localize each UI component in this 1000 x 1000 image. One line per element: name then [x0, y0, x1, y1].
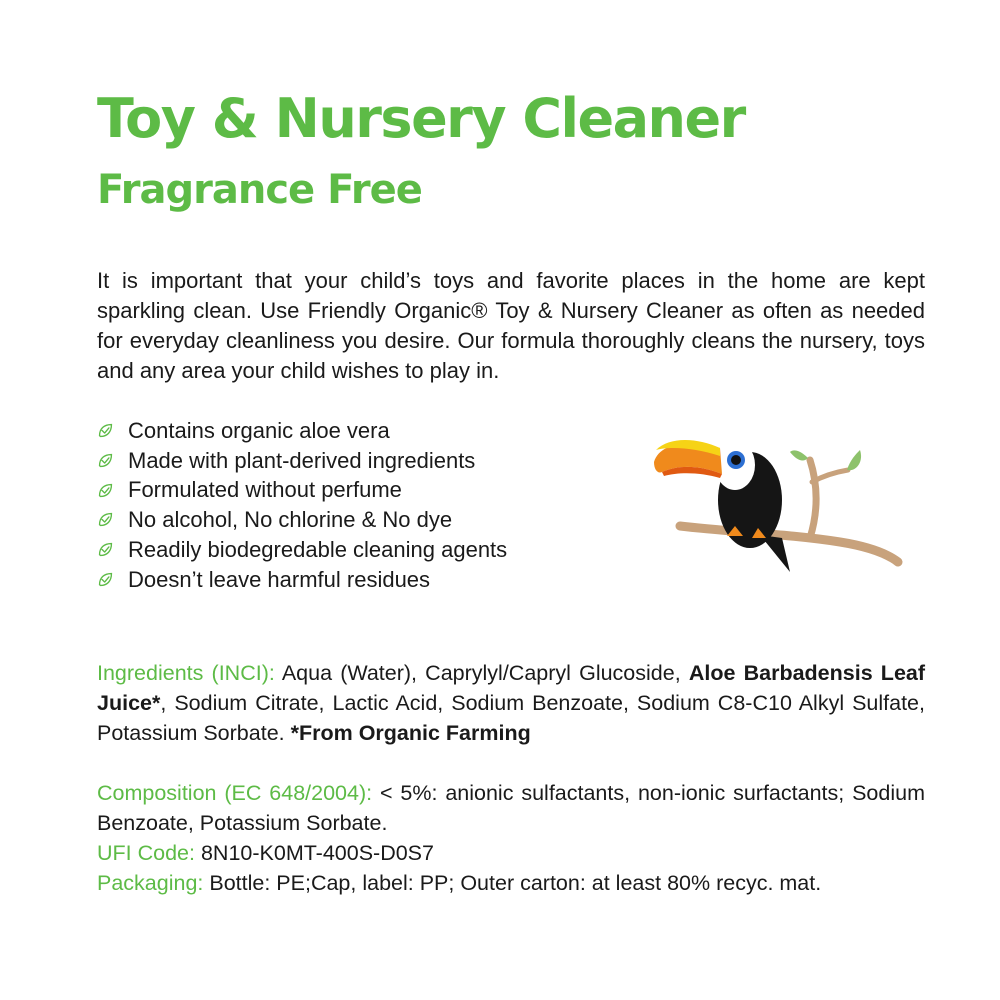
feature-item: [97, 565, 507, 595]
ingredients-text-continued: , Sodium Citrate, Lactic Acid, Sodium Benzoate, Sodium C8-C10 Alkyl Sulfate, Potassium Sorbate.: [97, 691, 925, 745]
feature-list: [97, 416, 507, 594]
organic-farming-note: *From Organic Farming: [290, 721, 531, 745]
product-title: Toy & Nursery Cleaner: [97, 87, 745, 150]
packaging-text: Bottle: PE;Cap, label: PP; Outer carton: at least 80% recyc. mat.: [203, 871, 822, 895]
feature-text: No alcohol, No chlorine & No dye: [128, 507, 453, 533]
feature-item: [97, 446, 507, 476]
packaging-label: Packaging:: [97, 871, 204, 895]
composition-text: < 5%: anionic sulfactants, non-ionic surfactants; Sodium Benzoate, Potassium Sorbate.: [97, 781, 925, 835]
ingredients-section: [97, 658, 925, 748]
ingredients-highlight: Aloe Barbadensis Leaf Juice*: [97, 661, 926, 715]
packaging-section: [97, 868, 925, 898]
feature-text: Made with plant-derived ingredients: [128, 447, 476, 473]
feature-text: Formulated without perfume: [128, 477, 402, 503]
ingredients-text: Aqua (Water), Caprylyl/Capryl Glucoside,: [274, 661, 689, 685]
ufi-label: UFI Code:: [97, 841, 195, 865]
feature-item: [97, 416, 507, 446]
ufi-code: 8N10-K0MT-400S-D0S7: [194, 841, 434, 865]
composition-label: Composition (EC 648/2004):: [97, 781, 373, 805]
leaf-check-icon: [97, 482, 128, 499]
toucan-illustration: [640, 420, 910, 590]
feature-item: [97, 505, 507, 535]
leaf-check-icon: [97, 541, 128, 558]
ingredients-label: Ingredients (INCI):: [97, 661, 275, 685]
feature-item: [97, 535, 507, 565]
feature-text: Readily biodegredable cleaning agents: [128, 536, 508, 562]
feature-text: Doesn’t leave harmful residues: [128, 566, 431, 592]
leaf-check-icon: [97, 422, 128, 439]
composition-section: [97, 778, 925, 838]
feature-text: Contains organic aloe vera: [128, 418, 390, 443]
leaf-check-icon: [97, 452, 128, 469]
ufi-section: [97, 838, 925, 868]
feature-item: [97, 475, 507, 505]
leaf-check-icon: [97, 571, 128, 588]
leaf-check-icon: [97, 511, 128, 528]
intro-paragraph: It is important that your child’s toys and favorite places in the home are kept sparkling clean. Use Friendly Organic® Toy & Nursery Cleaner as often as needed for everyday cleanliness you desire. Our formula thoroughly cleans the nursery, toys and any area your child wishes to play in.: [97, 268, 925, 383]
product-subtitle: Fragrance Free: [97, 167, 422, 213]
